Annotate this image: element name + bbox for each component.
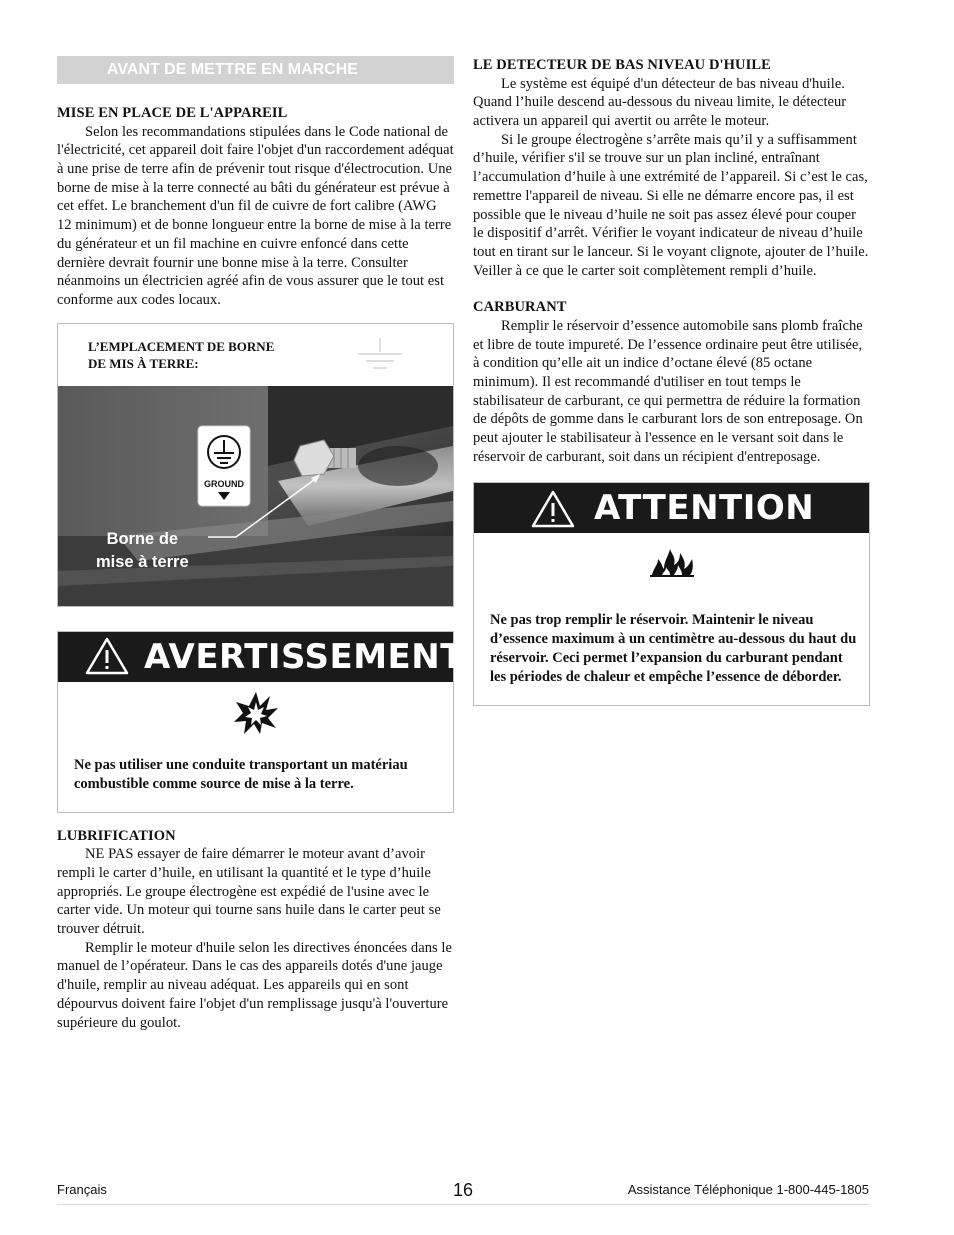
lubrication-heading: LUBRIFICATION (57, 827, 176, 844)
ground-terminal-label (96, 528, 189, 574)
section-banner: AVANT DE METTRE EN MARCHE (57, 56, 454, 84)
figure-caption-line1: L’EMPLACEMENT DE BORNE (88, 338, 275, 354)
right-column (473, 56, 870, 706)
caution-text: Ne pas trop remplir le réservoir. Maintenir le niveau d’essence maximum à un centimètre au-dessous du haut du réservoir. Ceci permet l’expansion du carburant pendant les périodes de chaleur et empêche l’essence de déborder. (490, 611, 857, 685)
fuel-text: Remplir le réservoir d’essence automobile sans plomb fraîche et libre de toute impureté. De l’essence ordinaire peut être utilisée, à condition qu’elle ait un indice d’octane élevé (85 octane minimum). Il est recommandé d'utiliser en tout temps le stabilisateur de carburant, ce qui permettra de réduire la formation de dépôts de gomme dans le carburant lors de son entreposage. On peut ajouter le stabilisateur à l'essence en le versant soit dans le réservoir de carburant, soit dans un récipient d'entreposage. (473, 317, 863, 465)
grounding-heading: MISE EN PLACE DE L'APPAREIL (57, 105, 288, 121)
sticker-ground-label: GROUND (204, 478, 244, 489)
caution-box (473, 482, 870, 706)
page-footer (57, 1180, 869, 1205)
figure-caption-line2: DE MIS À TERRE: (88, 355, 199, 371)
warning-box (57, 631, 464, 813)
label-line1: Borne de (106, 529, 179, 548)
caution-signal-word: ATTENTION (594, 487, 815, 528)
ground-terminal-photo (58, 386, 453, 606)
alert-triangle-icon (530, 489, 576, 529)
oil-sensor-heading: LE DETECTEUR DE BAS NIVEAU D'HUILE (473, 57, 771, 73)
oil-sensor-text-1: Le système est équipé d'un détecteur de bas niveau d'huile. Quand l’huile descend au-dessous du niveau limite, le détecteur activera un appareil qui avertit ou arrête le moteur. (473, 75, 847, 129)
caution-pictogram (474, 533, 869, 585)
explosion-icon (234, 690, 278, 736)
grounding-text: Selon les recommandations stipulées dans le Code national de l'électricité, cet appareil doit faire l'objet d'un raccordement adéquat à une prise de terre afin de prévenir tout risque d'électrocution. Une borne de mise à la terre connecté au bâti du générateur est prévue à cet effet. Le branchement d'un fil de cuivre de fort calibre (AWG 12 minimum) et de bonne longueur entre la borne de mise à la terre du générateur et un fil machine en cuivre enfoncé dans cette dernière devrait fournir une bonne mise à la terre. Consulter néanmoins un électricien agréé afin de vous assurer que le tout est conforme aux codes locaux. (57, 123, 454, 308)
figure-caption (88, 338, 274, 372)
footer-helpline: Assistance Téléphonique 1-800-445-1805 (627, 1182, 869, 1197)
warning-text: Ne pas utiliser une conduite transportant un matériau combustible comme source de mise à la terre. (74, 756, 408, 792)
label-line2: mise à terre (96, 552, 189, 571)
warning-header (58, 632, 464, 682)
figure-caption-area (58, 324, 453, 386)
page-number: 16 (453, 1180, 474, 1200)
fuel-heading: CARBURANT (473, 299, 567, 316)
caution-header (474, 483, 869, 533)
fire-icon (650, 545, 694, 577)
left-column (57, 56, 464, 1032)
warning-pictogram (58, 682, 453, 740)
alert-triangle-icon (84, 636, 130, 676)
warning-signal-word: AVERTISSEMENT (144, 636, 464, 677)
oil-sensor-text-2: Si le groupe électrogène s’arrête mais qu’il y a suffisamment d’huile, vérifier s'il se trouve sur un plan incliné, entraînant l’accumulation d’huile à une extrémité de l’appareil. Si c’est le cas, remettre l'appareil de niveau. Si elle ne démarre encore pas, il est possible que le niveau d’huile ne soit pas assez élevé pour couper le dispositif d’arrêt. Vérifier le voyant indicateur de niveau d’huile tout en tirant sur le lanceur. Si le voyant clignote, ajouter de l’huile. Veiller à ce que le carter soit complètement rempli d’huile. (473, 131, 869, 279)
ground-symbol-icon (354, 336, 406, 376)
footer-language: Français (57, 1182, 107, 1197)
lubrication-text-1: NE PAS essayer de faire démarrer le moteur avant d’avoir rempli le carter d’huile, en utilisant la quantité et le type d’huile appropriés. Le groupe électrogène est expédié de l'usine avec le carter vide. Un moteur qui tourne sans huile dans le carter peut se trouver détruit. (57, 846, 441, 938)
ground-terminal-figure (57, 323, 454, 607)
lubrication-text-2: Remplir le moteur d'huile selon les directives énoncées dans le manuel de l’opérateur. Dans le cas des appareils dotés d'une jauge d'huile, remplir au niveau adéquat. Les appareils qui en sont dépourvus doivent faire l'objet d'un remplissage jusqu'à l'ouverture supérieure du goulot. (57, 939, 452, 1031)
